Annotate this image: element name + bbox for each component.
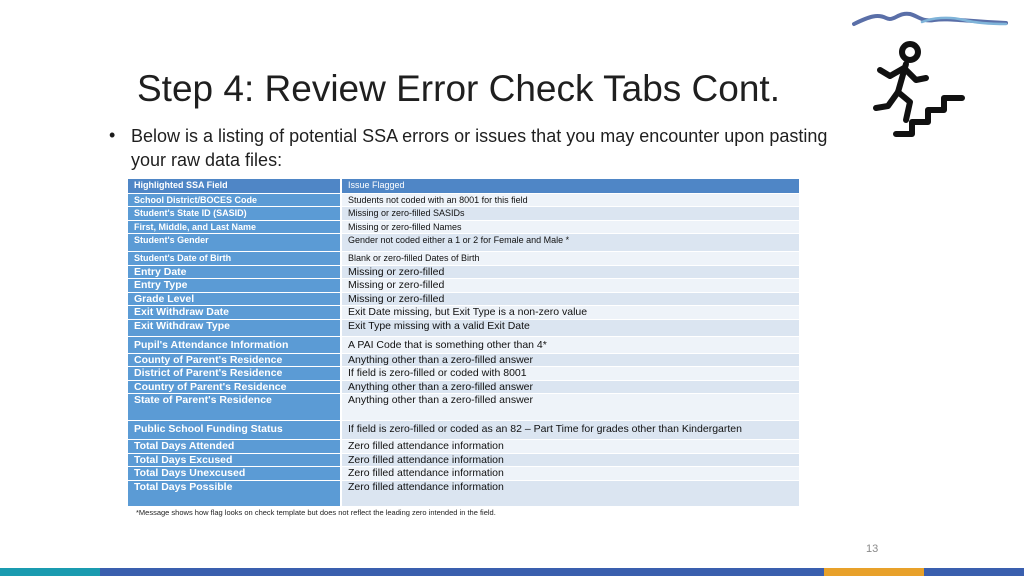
- table-row: [128, 292, 799, 306]
- mountain-logo: [852, 8, 1008, 30]
- issue-cell: Missing or zero-filled: [341, 265, 799, 279]
- issue-cell: Anything other than a zero-filled answer: [341, 380, 799, 394]
- issue-cell: Zero filled attendance information: [341, 453, 799, 467]
- field-cell: Total Days Attended: [128, 440, 341, 454]
- table-row: [128, 220, 799, 234]
- table-row: [128, 207, 799, 221]
- field-cell: Country of Parent's Residence: [128, 380, 341, 394]
- bottom-color-bar: [0, 568, 1024, 576]
- field-cell: Entry Type: [128, 279, 341, 293]
- issue-cell: Students not coded with an 8001 for this field: [341, 193, 799, 207]
- table-row: [128, 234, 799, 252]
- issue-cell: Exit Type missing with a valid Exit Date: [341, 319, 799, 336]
- table-row: [128, 380, 799, 394]
- bar-segment-orange: [824, 568, 924, 576]
- bullet-point: [109, 124, 829, 172]
- bar-segment-blue-end: [924, 568, 1024, 576]
- header-field: Highlighted SSA Field: [128, 179, 341, 193]
- table-row: [128, 319, 799, 336]
- error-table: [128, 179, 799, 507]
- table-header-row: [128, 179, 799, 193]
- field-cell: County of Parent's Residence: [128, 353, 341, 367]
- field-cell: Entry Date: [128, 265, 341, 279]
- issue-cell: Zero filled attendance information: [341, 440, 799, 454]
- field-cell: Grade Level: [128, 292, 341, 306]
- table-row: [128, 467, 799, 481]
- issue-cell: Anything other than a zero-filled answer: [341, 353, 799, 367]
- issue-cell: Zero filled attendance information: [341, 467, 799, 481]
- field-cell: State of Parent's Residence: [128, 394, 341, 421]
- field-cell: Student's Gender: [128, 234, 341, 252]
- issue-cell: Missing or zero-filled: [341, 279, 799, 293]
- table-row: [128, 453, 799, 467]
- field-cell: First, Middle, and Last Name: [128, 220, 341, 234]
- slide-title: Step 4: Review Error Check Tabs Cont.: [137, 68, 780, 109]
- table-row: [128, 279, 799, 293]
- issue-cell: A PAI Code that is something other than 4*: [341, 336, 799, 353]
- page-number: 13: [866, 543, 879, 555]
- field-cell: School District/BOCES Code: [128, 193, 341, 207]
- person-climbing-stairs-icon: [866, 38, 970, 140]
- table-row: [128, 193, 799, 207]
- table-row: [128, 353, 799, 367]
- bullet-dot-icon: •: [109, 125, 116, 145]
- field-cell: District of Parent's Residence: [128, 367, 341, 381]
- table-row: [128, 421, 799, 440]
- table-row: [128, 480, 799, 506]
- issue-cell: Blank or zero-filled Dates of Birth: [341, 252, 799, 266]
- field-cell: Student's Date of Birth: [128, 252, 341, 266]
- field-cell: Public School Funding Status: [128, 421, 341, 440]
- issue-cell: Missing or zero-filled: [341, 292, 799, 306]
- footnote: *Message shows how flag looks on check template but does not reflect the leading zero intended in the field.: [136, 508, 496, 517]
- table-row: [128, 440, 799, 454]
- field-cell: Total Days Unexcused: [128, 467, 341, 481]
- field-cell: Total Days Possible: [128, 480, 341, 506]
- issue-cell: Exit Date missing, but Exit Type is a non-zero value: [341, 306, 799, 320]
- issue-cell: Anything other than a zero-filled answer: [341, 394, 799, 421]
- issue-cell: If field is zero-filled or coded as an 82 – Part Time for grades other than Kindergarten: [341, 421, 799, 440]
- table-row: [128, 367, 799, 381]
- field-cell: Exit Withdraw Type: [128, 319, 341, 336]
- header-issue: Issue Flagged: [341, 179, 799, 193]
- field-cell: Student's State ID (SASID): [128, 207, 341, 221]
- bullet-text: Below is a listing of potential SSA errors or issues that you may encounter upon pasting your raw data files:: [131, 126, 828, 170]
- field-cell: Total Days Excused: [128, 453, 341, 467]
- table-row: [128, 306, 799, 320]
- issue-cell: Gender not coded either a 1 or 2 for Female and Male *: [341, 234, 799, 252]
- bar-segment-teal: [0, 568, 100, 576]
- bar-segment-blue: [100, 568, 824, 576]
- table-row: [128, 394, 799, 421]
- issue-cell: Missing or zero-filled Names: [341, 220, 799, 234]
- table-row: [128, 252, 799, 266]
- field-cell: Exit Withdraw Date: [128, 306, 341, 320]
- issue-cell: If field is zero-filled or coded with 8001: [341, 367, 799, 381]
- table-row: [128, 336, 799, 353]
- issue-cell: Zero filled attendance information: [341, 480, 799, 506]
- table-row: [128, 265, 799, 279]
- issue-cell: Missing or zero-filled SASIDs: [341, 207, 799, 221]
- field-cell: Pupil's Attendance Information: [128, 336, 341, 353]
